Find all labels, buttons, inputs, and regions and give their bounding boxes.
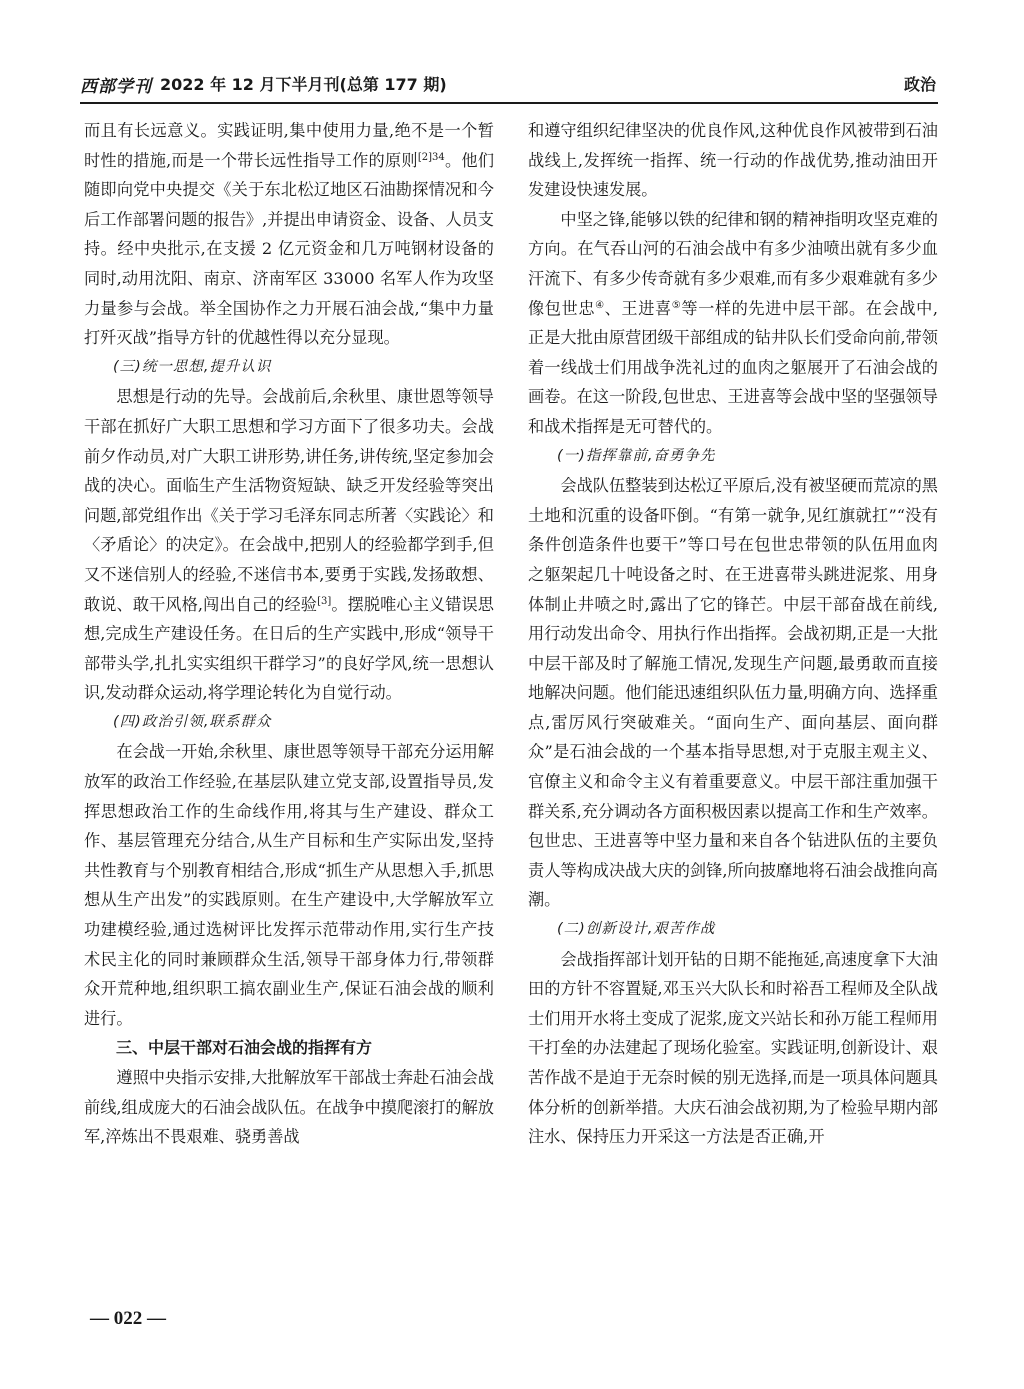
- issue-info: 2022 年 12 月下半月刊(总第 177 期): [160, 75, 447, 94]
- paragraph: 会战指挥部计划开钻的日期不能拖延,高速度拿下大油田的方针不容置疑,邓玉兴大队长和时裕吾工程师及全队战士们用开水将土变成了泥浆,庞文兴站长和孙万能工程师用干打垒的办法建起了现场化验室。实践证明,创新设计、艰苦作战不是迫于无奈时候的别无选择,而是一项具体问题具体分析的创新举措。大庆石油会战初期,为了检验早期内部注水、保持压力开采这一方法是否正确,开: [528, 949, 938, 1147]
- right-column: [528, 116, 938, 1152]
- subsection-heading: (一)指挥靠前,奋勇争先: [557, 447, 716, 464]
- subsection-heading: (三)统一思想,提升认识: [113, 358, 272, 375]
- left-column: [84, 116, 494, 1152]
- subsection-heading: (四)政治引领,联系群众: [113, 713, 272, 730]
- section-label: 政治: [903, 75, 936, 94]
- footnote-marker: ⑤: [671, 299, 682, 311]
- journal-logo: 西部学刊: [80, 77, 152, 97]
- page-number: — 022 —: [90, 1308, 166, 1329]
- footnote-marker: ④: [595, 299, 605, 311]
- paragraph: 而且有长远意义。实践证明,集中使用力量,绝不是一个暂时性的措施,而是一个带长远性指导工作的原则$^{[2]34}$。他们随即向党中央提交《关于东北松辽地区石油勘探情况和今后工作部署问题的报告》,并提出申请资金、设备、人员支持。经中央批示,在支援 2 亿元资金和几万吨钢材设备的同时,动用沈阳、南京、济南军区 33000 名军人作为攻坚力量参与会战。举全国协作之力开展石油会战,“集中力量打歼灭战”指导方针的优越性得以充分显现。: [84, 121, 495, 348]
- paragraph: 遵照中央指示安排,大批解放军干部战士奔赴石油会战前线,组成庞大的石油会战队伍。在战争中摸爬滚打的解放军,淬炼出不畏艰难、骁勇善战: [84, 1068, 494, 1147]
- citation: [2]34: [417, 151, 445, 163]
- section-heading: 三、中层干部对石油会战的指挥有方: [116, 1038, 373, 1058]
- paragraph: 和遵守组织纪律坚决的优良作风,这种优良作风被带到石油战线上,发挥统一指挥、统一行动的作战优势,推动油田开发建设快速发展。: [528, 121, 938, 200]
- citation: [3]: [317, 595, 332, 607]
- paragraph: 在会战一开始,余秋里、康世恩等领导干部充分运用解放军的政治工作经验,在基层队建立党支部,设置指导员,发挥思想政治工作的生命线作用,将其与生产建设、群众工作、基层管理充分结合,从生产目标和生产实际出发,坚持共性教育与个别教育相结合,形成“抓生产从思想入手,抓思想从生产出发”的实践原则。在生产建设中,大学解放军立功建模经验,通过选树评比发挥示范带动作用,实行生产技术民主化的同时兼顾群众生活,领导干部身体力行,带领群众开荒种地,组织职工搞农副业生产,保证石油会战的顺利进行。: [84, 742, 494, 1028]
- paragraph: 会战队伍整装到达松辽平原后,没有被坚硬而荒凉的黑土地和沉重的设备吓倒。“有第一就争,见红旗就扛”“没有条件创造条件也要干”等口号在包世忠带领的队伍用血肉之躯架起几十吨设备之时、在王进喜带头跳进泥浆、用身体制止井喷之时,露出了它的锋芒。中层干部奋战在前线,用行动发出命令、用执行作出指挥。会战初期,正是一大批中层干部及时了解施工情况,发现生产问题,最勇敢而直接地解决问题。他们能迅速组织队伍力量,明确方向、选择重点,雷厉风行突破难关。“面向生产、面向基层、面向群众”是石油会战的一个基本指导思想,对于克服主观主义、官僚主义和命令主义有着重要意义。中层干部注重加强干群关系,充分调动各方面积极因素以提高工作和生产效率。包世忠、王进喜等中坚力量和来自各个钻进队伍的主要负责人等构成决战大庆的剑锋,所向披靡地将石油会战推向高潮。: [528, 476, 938, 910]
- paragraph: 中坚之锋,能够以铁的纪律和钢的精神指明攻坚克难的方向。在气吞山河的石油会战中有多少油喷出就有多少血汗流下、有多少传奇就有多少艰难,而有多少艰难就有多少像包世忠④、王进喜⑤等一样的先进中层干部。在会战中,正是大批由原营团级干部组成的钻井队长们受命向前,带领着一线战士们用战争洗礼过的血肉之躯展开了石油会战的画卷。在这一阶段,包世忠、王进喜等会战中坚的坚强领导和战术指挥是无可替代的。: [528, 209, 939, 436]
- subsection-heading: (二)创新设计,艰苦作战: [557, 921, 716, 938]
- paragraph: 思想是行动的先导。会战前后,余秋里、康世恩等领导干部在抓好广大职工思想和学习方面下了很多功夫。会战前夕作动员,对广大职工讲形势,讲任务,讲传统,坚定参加会战的决心。面临生产生活物资短缺、缺乏开发经验等突出问题,部党组作出《关于学习毛泽东同志所著〈实践论〉和〈矛盾论〉的决定》。在会战中,把别人的经验都学到手,但又不迷信别人的经验,不迷信书本,要勇于实践,发扬敢想、敢说、敢干风格,闯出自己的经验[3]。摆脱唯心主义错误思想,完成生产建设任务。在日后的生产实践中,形成“领导干部带头学,扎扎实实组织干群学习”的良好学风,统一思想认识,发动群众运动,将学理论转化为自觉行动。: [84, 387, 494, 703]
- running-header: [80, 70, 938, 104]
